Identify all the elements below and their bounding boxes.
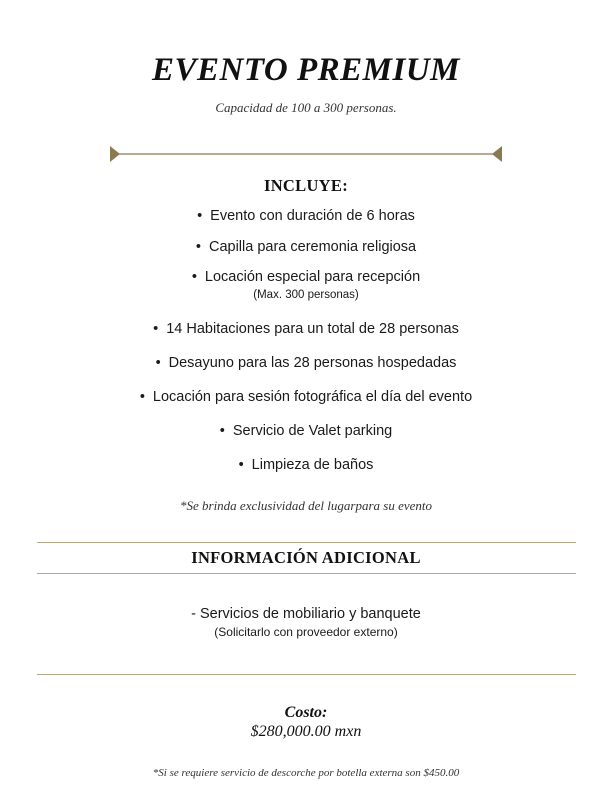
additional-info-heading: INFORMACIÓN ADICIONAL	[191, 548, 421, 567]
bullet-icon: •	[139, 389, 145, 405]
bullet-icon: •	[155, 355, 161, 371]
service-item: - Servicios de mobiliario y banquete	[191, 606, 421, 622]
list-item-text: Evento con duración de 6 horas	[210, 208, 415, 224]
list-item	[0, 269, 612, 285]
list-item	[0, 423, 612, 439]
service-note: (Solicitarlo con proveedor externo)	[214, 625, 398, 639]
bullet-icon: •	[219, 423, 225, 439]
list-item-text: Locación especial para recepción	[204, 269, 421, 285]
cost-value: $280,000.00 mxn	[250, 723, 362, 740]
bullet-icon: •	[197, 208, 203, 224]
capacity-subtitle: Capacidad de 100 a 300 personas.	[215, 100, 397, 115]
list-item-text: Capilla para ceremonia religiosa	[208, 239, 417, 255]
list-item	[0, 457, 612, 473]
list-item-text: Limpieza de baños	[251, 457, 374, 473]
list-item-note: (Max. 300 personas)	[253, 289, 359, 301]
divider	[37, 542, 576, 543]
list-item	[0, 208, 612, 224]
list-item-text: Servicio de Valet parking	[232, 423, 393, 439]
list-item-text: Desayuno para las 28 personas hospedadas	[168, 355, 457, 371]
corkage-footnote: *Si se requiere servicio de descorche por botella externa son $450.00	[152, 767, 460, 779]
bullet-icon: •	[238, 457, 244, 473]
exclusivity-note: *Se brinda exclusividad del lugarpara su evento	[179, 498, 432, 513]
bullet-icon: •	[191, 269, 197, 285]
cost-label: Costo:	[284, 704, 328, 721]
list-item	[0, 355, 612, 371]
list-item	[0, 389, 612, 405]
bullet-icon: •	[195, 239, 201, 255]
list-item-text: Locación para sesión fotográfica el día del evento	[152, 389, 473, 405]
list-item-text: 14 Habitaciones para un total de 28 personas	[166, 321, 459, 337]
bullet-icon: •	[153, 321, 159, 337]
divider	[37, 573, 576, 574]
list-item	[0, 239, 612, 255]
divider	[37, 674, 576, 675]
right-arrow-icon	[492, 146, 502, 162]
ornamental-divider	[110, 146, 502, 162]
includes-heading: INCLUYE:	[264, 176, 348, 195]
list-item	[0, 321, 612, 337]
page-title: EVENTO PREMIUM	[151, 52, 461, 88]
